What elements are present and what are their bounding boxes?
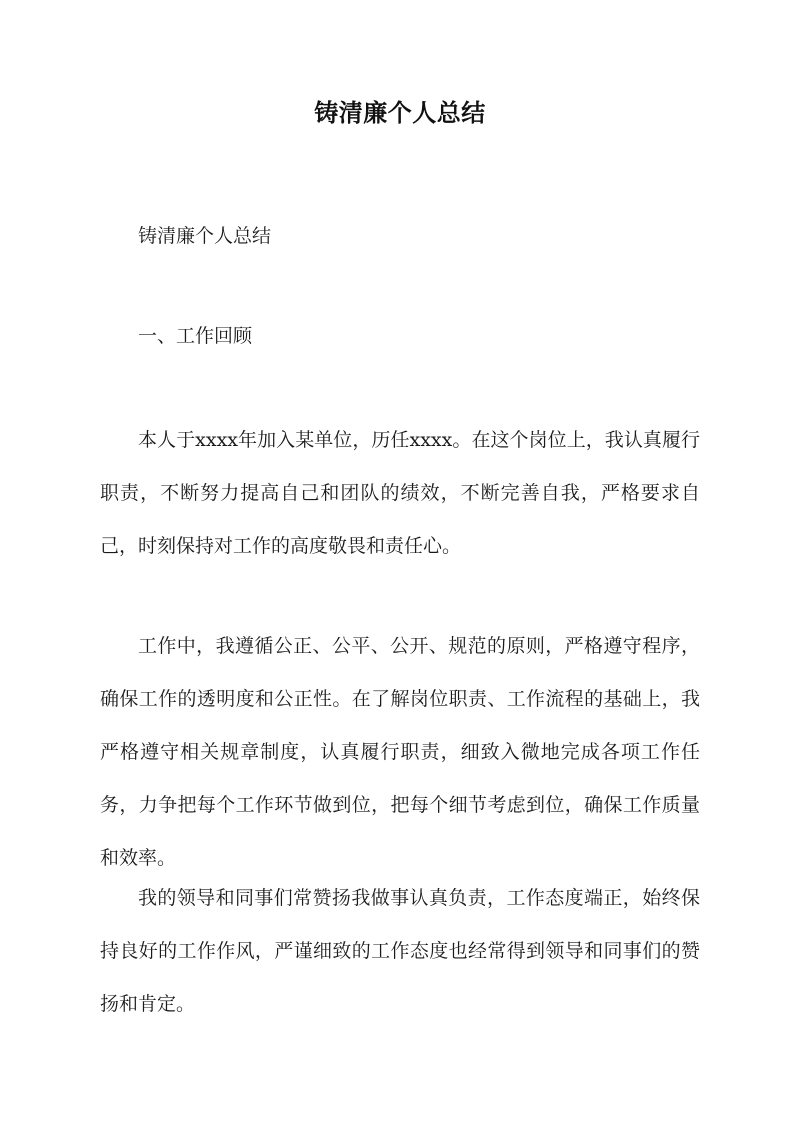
body-paragraph-2: 工作中，我遵循公正、公平、公开、规范的原则，严格遵守程序，确保工作的透明度和公正性。在了解岗位职责、工作流程的基础上，我严格遵守相关规章制度，认真履行职责，细致入微地完成各项工作任务，力争把每个工作环节做到位，把每个细节考虑到位，确保工作质量和效率。 — [100, 635, 700, 869]
document-subtitle: 铸清廉个人总结 — [138, 225, 272, 247]
document-title: 铸清廉个人总结 — [314, 98, 486, 127]
section-heading-work-review: 一、工作回顾 — [138, 325, 253, 347]
body-paragraph-1: 本人于xxxx年加入某单位，历任xxxx。在这个岗位上，我认真履行职责，不断努力提高自己和团队的绩效，不断完善自我，严格要求自己，时刻保持对工作的高度敬畏和责任心。 — [100, 429, 700, 557]
body-paragraph-3: 我的领导和同事们常赞扬我做事认真负责，工作态度端正，始终保持良好的工作作风，严谨细致的工作态度也经常得到领导和同事们的赞扬和肯定。 — [100, 887, 700, 1015]
